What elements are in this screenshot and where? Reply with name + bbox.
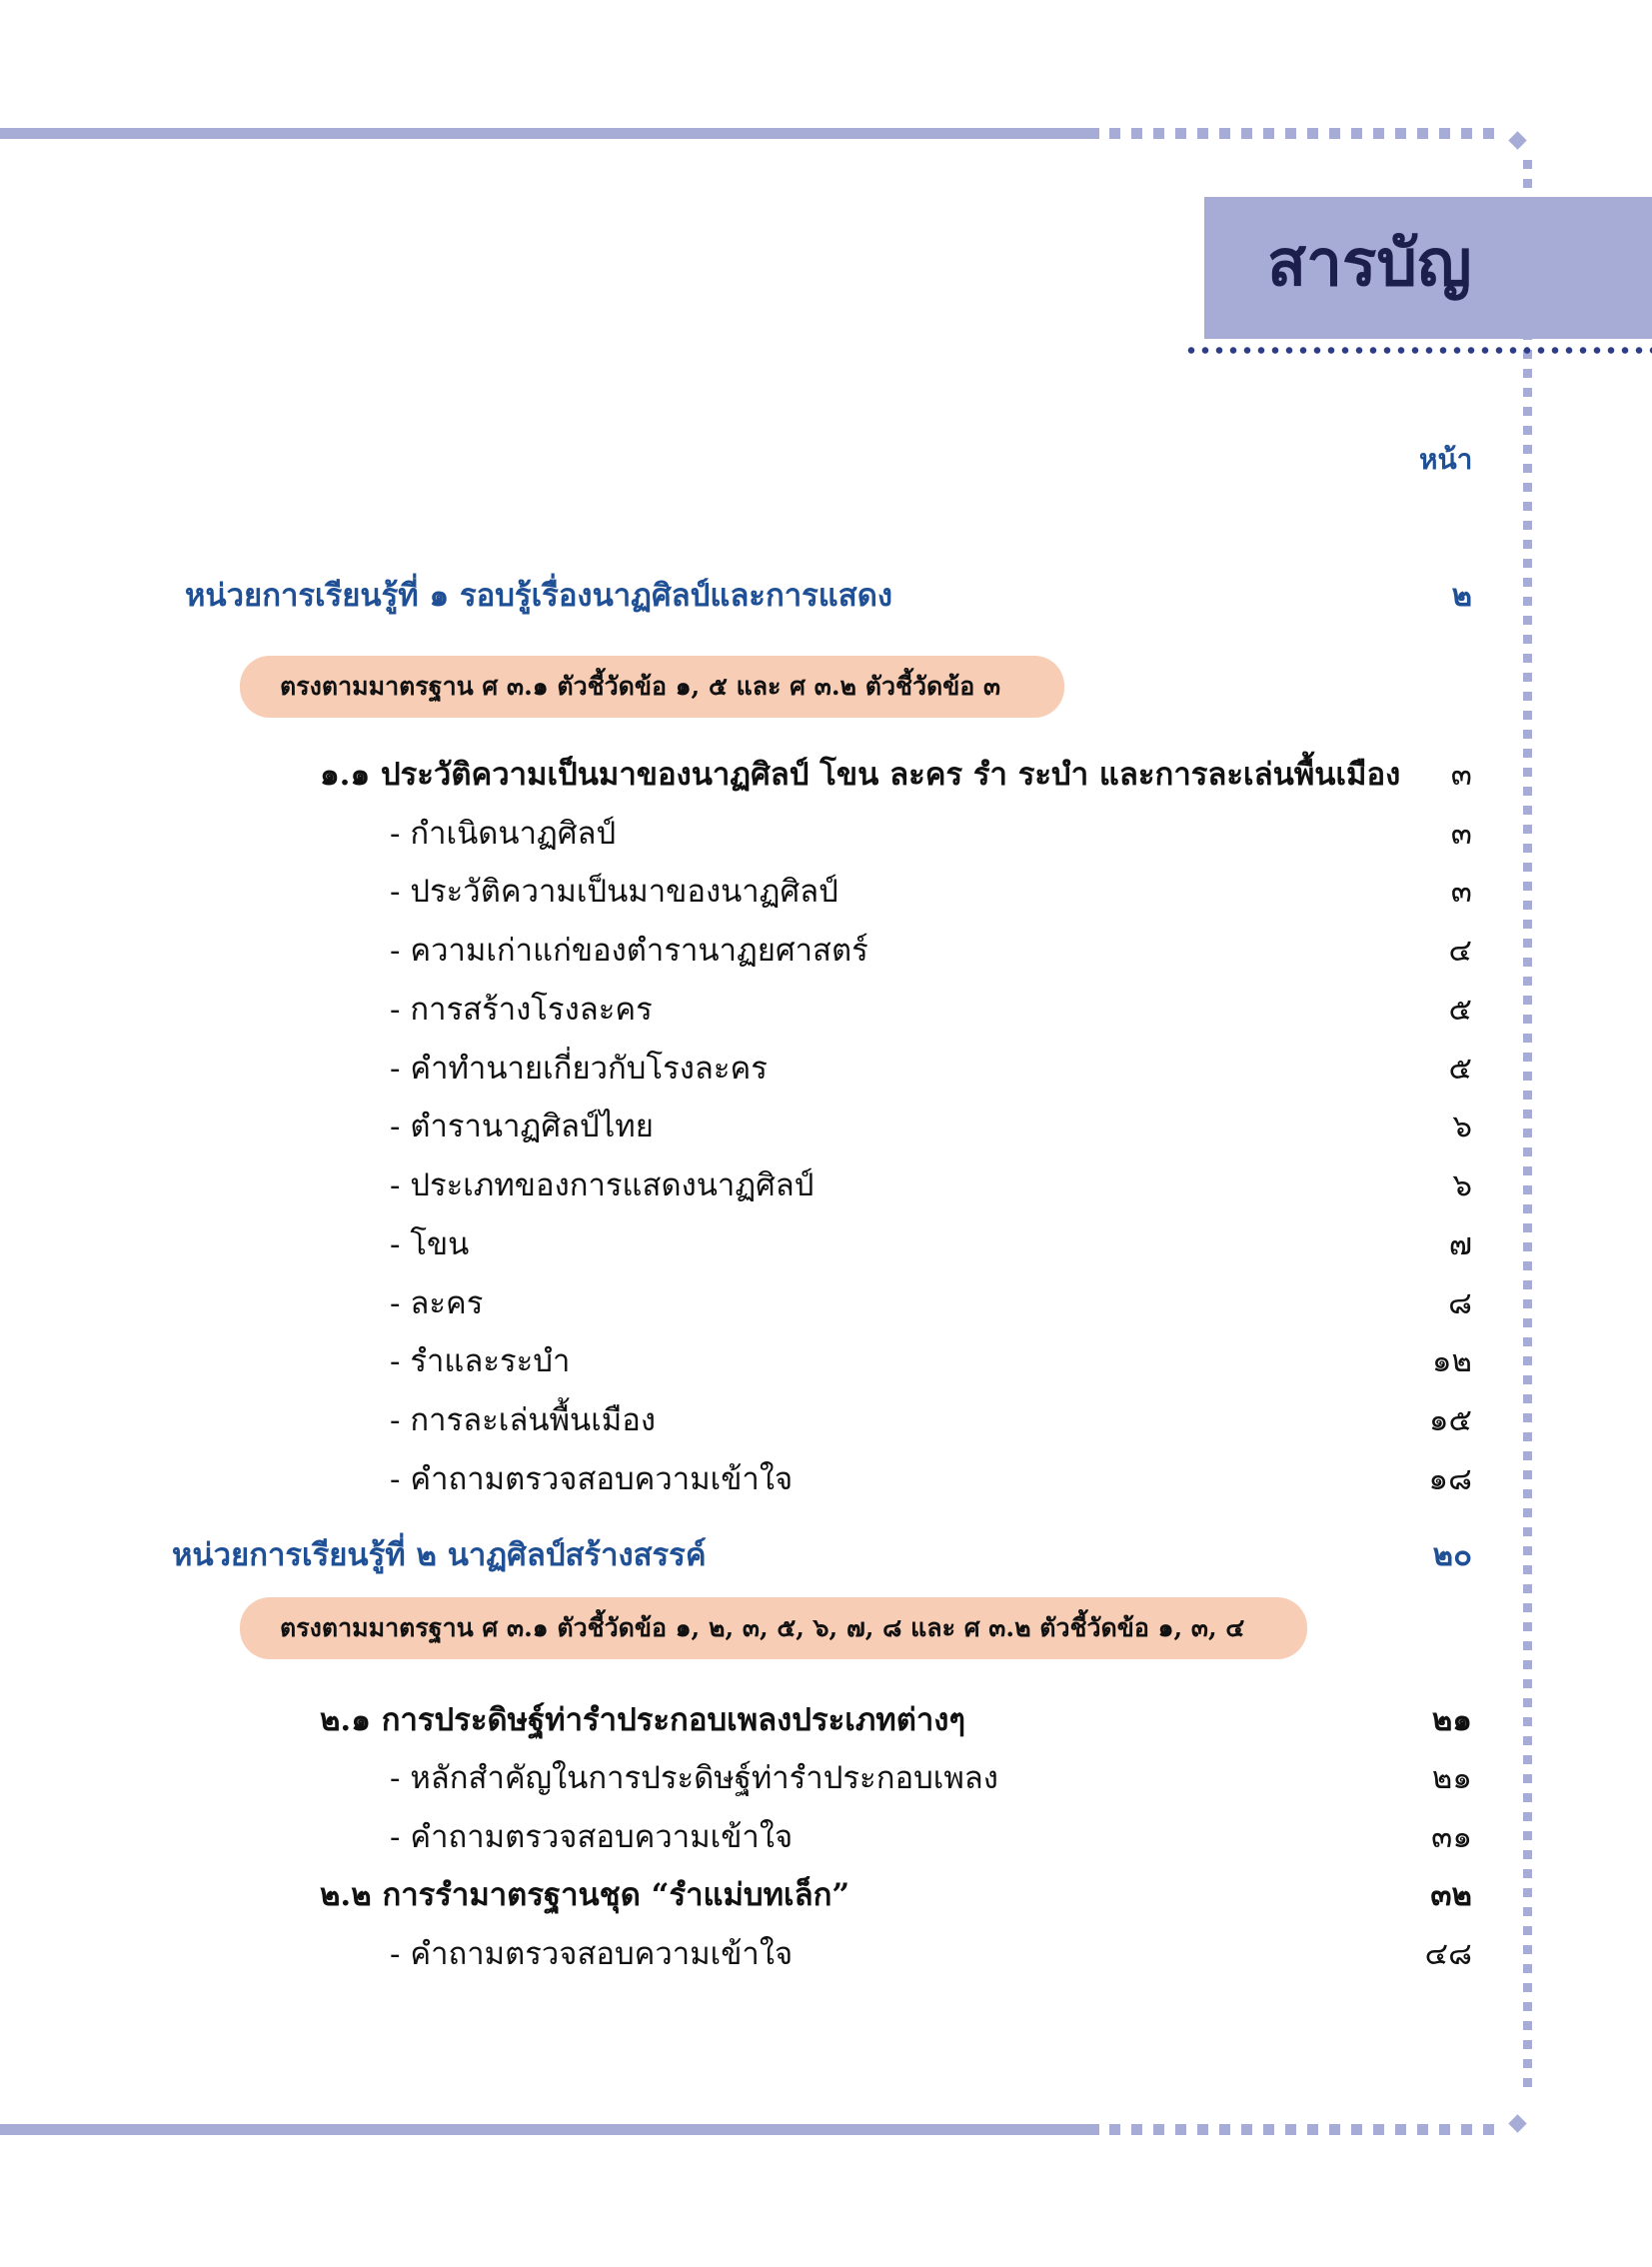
toc-item-page: ๒๑ — [1431, 1760, 1472, 1796]
toc-item-label: - คำถามตรวจสอบความเข้าใจ — [390, 1936, 794, 1972]
unit-1-title[interactable]: หน่วยการเรียนรู้ที่ ๑ รอบรู้เรื่องนาฏศิลป์และการแสดง — [185, 578, 892, 614]
unit-2-standard-badge: ตรงตามมาตรฐาน ศ ๓.๑ ตัวชี้วัดข้อ ๑, ๒, ๓, ๕, ๖, ๗, ๘ และ ศ ๓.๒ ตัวชี้วัดข้อ ๑, ๓, ๔ — [240, 1597, 1307, 1659]
toc-item-page: ๕ — [1448, 1051, 1472, 1087]
unit-1-page: ๒ — [1451, 578, 1472, 614]
section-2-1-page: ๒๑ — [1431, 1702, 1472, 1738]
toc-item-label: - ประวัติความเป็นมาของนาฏศิลป์ — [390, 874, 838, 910]
toc-item[interactable] — [0, 1218, 1652, 1270]
toc-item-page: ๖ — [1452, 1167, 1472, 1203]
section-2-2-row[interactable] — [0, 1869, 1652, 1921]
toc-item[interactable] — [0, 1928, 1652, 1980]
toc-item-page: ๔๘ — [1424, 1936, 1472, 1972]
page-column-label: หน้า — [1419, 443, 1473, 476]
toc-item-label: - ประเภทของการแสดงนาฏศิลป์ — [390, 1167, 815, 1203]
toc-item-label: - หลักสำคัญในการประดิษฐ์ท่ารำประกอบเพลง — [390, 1760, 998, 1796]
section-2-1-title: ๒.๑ การประดิษฐ์ท่ารำประกอบเพลงประเภทต่างๆ — [320, 1702, 966, 1738]
bottom-frame-line — [0, 2124, 1099, 2135]
toc-item[interactable] — [0, 866, 1652, 918]
toc-item-page: ๑๘ — [1428, 1461, 1472, 1497]
toc-item[interactable] — [0, 1811, 1652, 1863]
toc-item-page: ๑๕ — [1428, 1402, 1472, 1438]
bottom-corner-ornament — [1508, 2114, 1526, 2132]
toc-item-page: ๓ — [1450, 874, 1472, 910]
section-2-2-page: ๓๒ — [1430, 1877, 1472, 1913]
toc-item-page: ๕ — [1448, 992, 1472, 1028]
toc-item-label: - คำถามตรวจสอบความเข้าใจ — [390, 1461, 794, 1497]
top-frame-line — [0, 128, 1099, 139]
toc-item-page: ๑๒ — [1431, 1343, 1472, 1379]
top-corner-ornament — [1508, 131, 1526, 149]
toc-item[interactable] — [0, 1752, 1652, 1804]
toc-item[interactable] — [0, 1101, 1652, 1152]
toc-item[interactable] — [0, 1159, 1652, 1211]
toc-item[interactable] — [0, 925, 1652, 977]
unit-2-title[interactable]: หน่วยการเรียนรู้ที่ ๒ นาฏศิลป์สร้างสรรค์ — [172, 1537, 707, 1573]
toc-item[interactable] — [0, 1453, 1652, 1505]
title-dotted-underline — [1184, 347, 1652, 354]
section-2-1-row[interactable] — [0, 1694, 1652, 1746]
toc-item-page: ๗ — [1448, 1226, 1472, 1262]
toc-item[interactable] — [0, 984, 1652, 1036]
top-frame-dots — [1109, 128, 1504, 139]
toc-item-label: - การสร้างโรงละคร — [390, 992, 653, 1028]
bottom-frame-dots — [1109, 2124, 1504, 2135]
toc-item[interactable] — [0, 1335, 1652, 1387]
page-title: สารบัญ — [1267, 227, 1472, 301]
section-1-1-title: ๑.๑ ประวัติความเป็นมาของนาฏศิลป์ โขน ละคร รำ ระบำ และการละเล่นพื้นเมือง — [320, 757, 1401, 793]
toc-item-label: - รำและระบำ — [390, 1343, 571, 1379]
toc-item-label: - ละคร — [390, 1285, 484, 1321]
toc-item-label: - คำถามตรวจสอบความเข้าใจ — [390, 1819, 794, 1855]
toc-item[interactable] — [0, 1043, 1652, 1095]
toc-item-page: ๘ — [1448, 1285, 1472, 1321]
toc-item-page: ๓๑ — [1431, 1819, 1472, 1855]
toc-item-label: - คำทำนายเกี่ยวกับโรงละคร — [390, 1051, 768, 1087]
toc-item-label: - การละเล่นพื้นเมือง — [390, 1402, 656, 1438]
toc-item-label: - กำเนิดนาฏศิลป์ — [390, 816, 617, 852]
toc-item-label: - ความเก่าแก่ของตำรานาฏยศาสตร์ — [390, 933, 868, 969]
toc-item-page: ๓ — [1450, 816, 1472, 852]
toc-item-label: - โขน — [390, 1226, 470, 1262]
toc-item[interactable] — [0, 808, 1652, 860]
section-2-2-title: ๒.๒ การรำมาตรฐานชุด “รำแม่บทเล็ก” — [320, 1877, 850, 1913]
toc-item-page: ๔ — [1448, 933, 1472, 969]
section-1-1-page: ๓ — [1450, 757, 1472, 793]
toc-item-page: ๖ — [1452, 1109, 1472, 1144]
unit-2-page: ๒๐ — [1432, 1537, 1472, 1573]
toc-item[interactable] — [0, 1277, 1652, 1329]
section-1-1-row[interactable] — [0, 749, 1652, 801]
toc-item[interactable] — [0, 1394, 1652, 1446]
unit-1-standard-badge: ตรงตามมาตรฐาน ศ ๓.๑ ตัวชี้วัดข้อ ๑, ๕ และ ศ ๓.๒ ตัวชี้วัดข้อ ๓ — [240, 656, 1064, 718]
toc-item-label: - ตำรานาฏศิลป์ไทย — [390, 1109, 654, 1144]
